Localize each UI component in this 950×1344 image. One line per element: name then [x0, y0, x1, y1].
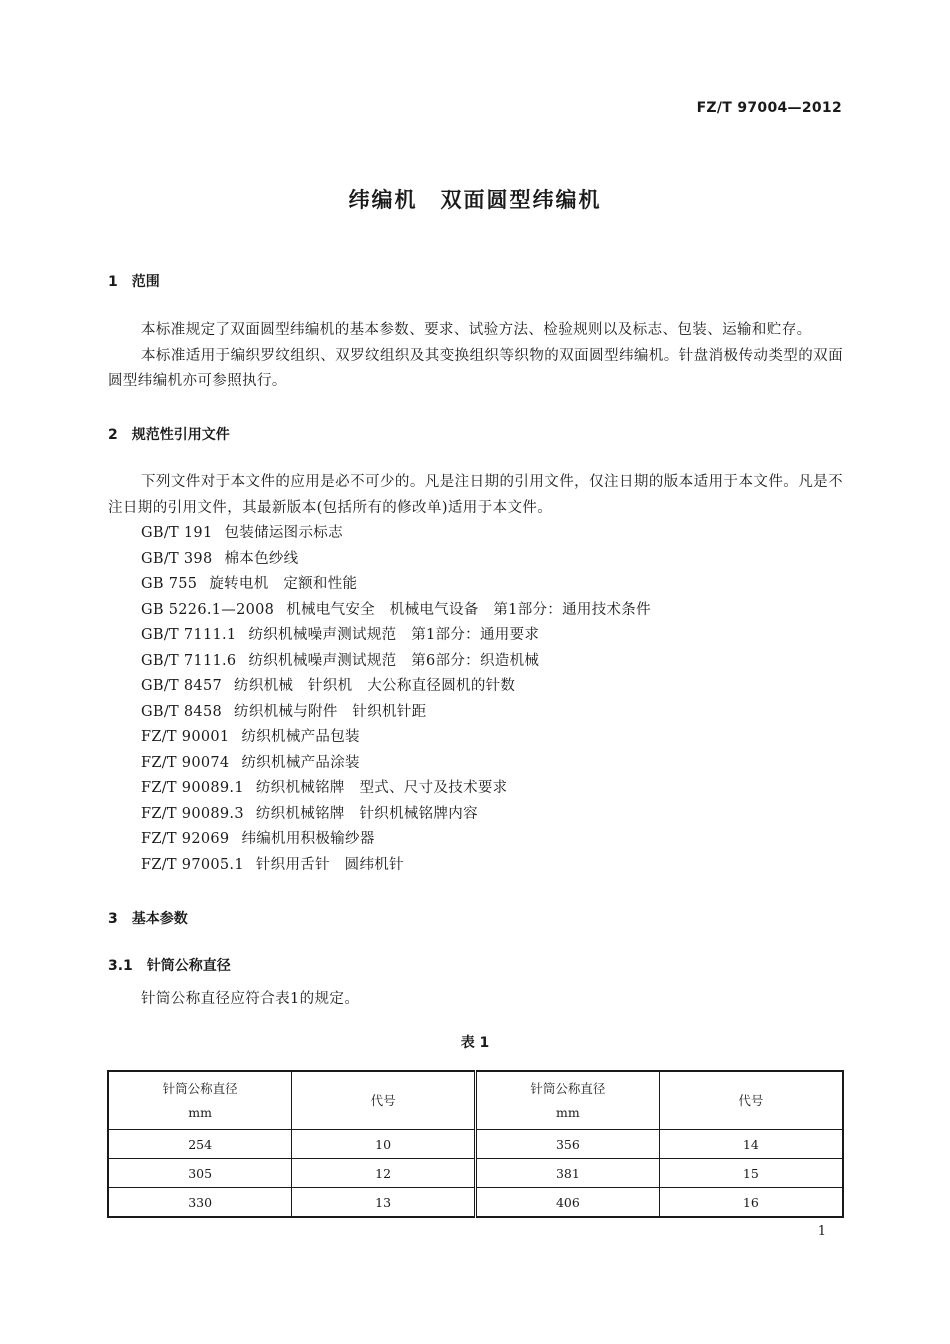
- diameter-cell: 406: [476, 1188, 660, 1218]
- reference-title: 纺织机械 针织机 大公称直径圆机的针数: [234, 678, 516, 694]
- section-title: 规范性引用文件: [131, 427, 230, 443]
- diameter-header-label: 针筒公称直径: [162, 1080, 238, 1096]
- section-number: 3: [108, 911, 118, 927]
- reference-item: [141, 572, 651, 598]
- reference-item: [141, 827, 651, 853]
- reference-list: [141, 521, 651, 878]
- reference-title: 包装储运图示标志: [224, 525, 343, 541]
- diameter-cell: 381: [476, 1159, 660, 1188]
- code-cell: 15: [659, 1159, 843, 1188]
- reference-title: 纺织机械噪声测试规范 第6部分：织造机械: [248, 652, 540, 669]
- reference-title: 旋转电机 定额和性能: [209, 576, 358, 592]
- diameter-header-unit: mm: [556, 1104, 580, 1120]
- table-caption: 表 1: [460, 1035, 490, 1051]
- section-3-1-heading: [108, 955, 231, 975]
- reference-item: [141, 751, 651, 777]
- reference-title: 纺织机械产品包装: [241, 729, 360, 745]
- reference-item: [141, 623, 651, 649]
- code-cell: 13: [292, 1188, 476, 1218]
- reference-code: GB/T 7111.1: [141, 627, 237, 643]
- code-header: 代号: [659, 1071, 843, 1130]
- section-2-paragraph-1: 下列文件对于本文件的应用是必不可少的。凡是注日期的引用文件，仅注日期的版本适用于本文件。凡是不注日期的引用文件，其最新版本(包括所有的修改单)适用于本文件。: [108, 474, 843, 516]
- section-title: 针筒公称直径: [146, 958, 231, 974]
- reference-item: [141, 802, 651, 828]
- section-number: 3.1: [108, 958, 133, 974]
- standard-code: FZ/T 97004—2012: [696, 100, 842, 116]
- diameter-header: [476, 1071, 660, 1130]
- diameter-cell: 305: [108, 1159, 292, 1188]
- diameter-cell: 330: [108, 1188, 292, 1218]
- reference-item: [141, 725, 651, 751]
- reference-item: [141, 598, 651, 624]
- reference-item: [141, 649, 651, 675]
- reference-title: 纺织机械与附件 针织机针距: [234, 703, 427, 720]
- section-3-heading: [108, 908, 188, 928]
- diameter-header-unit: mm: [188, 1104, 212, 1120]
- reference-code: FZ/T 90074: [141, 754, 230, 771]
- reference-title: 纺织机械铭牌 型式、尺寸及技术要求: [255, 780, 508, 796]
- diameter-cell: 356: [476, 1130, 660, 1159]
- section-number: 1: [108, 274, 118, 290]
- section-3-1-paragraph: 针筒公称直径应符合表1的规定。: [141, 991, 360, 1007]
- reference-item: [141, 674, 651, 700]
- table-header-row: [108, 1071, 843, 1130]
- reference-item: [141, 521, 651, 547]
- code-cell: 14: [659, 1130, 843, 1159]
- section-1-heading: [108, 271, 160, 291]
- diameter-cell: 254: [108, 1130, 292, 1159]
- reference-item: [141, 853, 651, 879]
- reference-code: FZ/T 92069: [141, 831, 230, 847]
- section-2-heading: [108, 424, 230, 444]
- table-row: [108, 1130, 843, 1159]
- section-1-paragraph-1: 本标准规定了双面圆型纬编机的基本参数、要求、试验方法、检验规则以及标志、包装、运输和贮存。: [141, 322, 812, 338]
- document-title: 纬编机 双面圆型纬编机: [348, 188, 602, 212]
- reference-code: FZ/T 90001: [141, 729, 230, 745]
- code-cell: 10: [292, 1130, 476, 1159]
- section-title: 基本参数: [131, 911, 188, 927]
- code-header: 代号: [292, 1071, 476, 1130]
- reference-code: FZ/T 90089.3: [141, 805, 244, 822]
- section-title: 范围: [131, 274, 160, 290]
- reference-code: GB 5226.1—2008: [141, 601, 275, 618]
- diameter-header: [108, 1071, 292, 1130]
- reference-code: FZ/T 97005.1: [141, 856, 244, 873]
- reference-code: GB 755: [141, 576, 198, 592]
- reference-title: 纺织机械铭牌 针织机械铭牌内容: [255, 805, 478, 822]
- reference-item: [141, 776, 651, 802]
- section-number: 2: [108, 427, 118, 443]
- reference-code: GB/T 8457: [141, 678, 223, 694]
- table-row: [108, 1188, 843, 1218]
- diameter-header-label: 针筒公称直径: [530, 1080, 606, 1096]
- section-1-paragraph-2: 本标准适用于编织罗纹组织、双罗纹组织及其变换组织等织物的双面圆型纬编机。针盘消极传动类型的双面圆型纬编机亦可参照执行。: [108, 347, 843, 389]
- reference-title: 纺织机械产品涂装: [241, 754, 360, 771]
- reference-item: [141, 547, 651, 573]
- code-cell: 16: [659, 1188, 843, 1218]
- table-row: [108, 1159, 843, 1188]
- reference-title: 机械电气安全 机械电气设备 第1部分：通用技术条件: [286, 601, 651, 618]
- diameter-table: [107, 1070, 844, 1218]
- reference-code: GB/T 398: [141, 550, 213, 567]
- reference-title: 针织用舌针 圆纬机针: [255, 856, 404, 873]
- code-cell: 12: [292, 1159, 476, 1188]
- reference-code: GB/T 191: [141, 525, 213, 541]
- page-number: 1: [817, 1224, 826, 1239]
- reference-title: 棉本色纱线: [224, 550, 299, 567]
- reference-code: GB/T 8458: [141, 703, 223, 720]
- reference-code: FZ/T 90089.1: [141, 780, 244, 796]
- reference-item: [141, 700, 651, 726]
- reference-code: GB/T 7111.6: [141, 652, 237, 669]
- reference-title: 纺织机械噪声测试规范 第1部分：通用要求: [248, 627, 540, 643]
- reference-title: 纬编机用积极输纱器: [241, 831, 375, 847]
